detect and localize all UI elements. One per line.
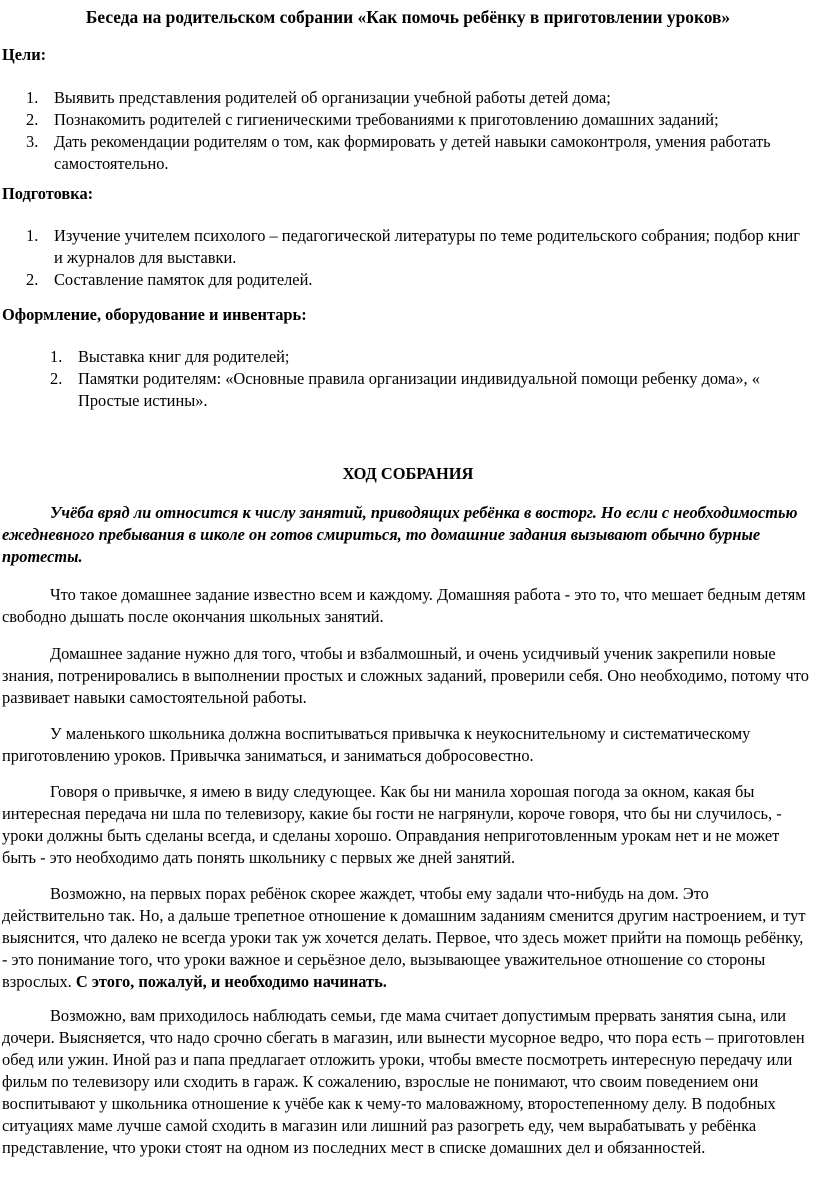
equipment-heading: Оформление, оборудование и инвентарь: [2, 305, 307, 324]
list-number: 1. [50, 347, 63, 366]
list-item-text: Изучение учителем психолого – педагогической литературы по теме родительского собрания; подбор книг и журналов для выставки. [54, 226, 801, 267]
list-number: 1. [26, 226, 39, 245]
preparation-list [26, 225, 812, 291]
list-number: 1. [26, 88, 39, 107]
list-number: 2. [26, 270, 39, 289]
body-paragraph-1: Что такое домашнее задание известно всем и каждому. Домашняя работа - это то, что мешает бедным детям свободно дышать после окончания школьных занятий. [2, 585, 806, 626]
list-number: 2. [26, 110, 39, 129]
body-paragraph-2: Домашнее задание нужно для того, чтобы и взбалмошный, и очень усидчивый ученик закрепили новые знания, потренировались в выполнении простых и сложных заданий, проверили себя. Оно необходимо, потому что развивает навыки самостоятельной работы. [2, 644, 809, 707]
list-item-text: Составление памяток для родителей. [54, 270, 313, 289]
list-item-text: Выставка книг для родителей; [78, 347, 290, 366]
list-item [26, 131, 812, 175]
document-title: Беседа на родительском собрании «Как помочь ребёнку в приготовлении уроков» [85, 7, 731, 27]
body-paragraph-6: Возможно, вам приходилось наблюдать семьи, где мама считает допустимым прервать занятия сына, или дочери. Выясняется, что надо срочно сбегать в магазин, или вынести мусорное ведро, что пора есть – приготовлен обед или ужин. Иной раз и папа предлагает отложить уроки, чтобы вместе посмотреть интересную передачу или фильм по телевизору или сходить в гараж. К сожалению, взрослые не понимают, что своим поведением они воспитывают у школьника отношение к учёбе как к чему-то маловажному, второстепенному делу. В подобных ситуациях маме лучше самой сходить в магазин или лишний раз разогреть еду, чем вырабатывать у ребёнка представление, что уроки стоят на одном из последних мест в списке домашних дел и обязанностей. [2, 1006, 805, 1157]
body-paragraph-3: У маленького школьника должна воспитываться привычка к неукоснительному и систематическому приготовлению уроков. Привычка заниматься, и заниматься добросовестно. [2, 724, 751, 765]
list-item [26, 269, 812, 291]
list-item-text: Дать рекомендации родителям о том, как формировать у детей навыки самоконтроля, умения работать самостоятельно. [54, 132, 771, 173]
list-item-text: Выявить представления родителей об организации учебной работы детей дома; [54, 88, 611, 107]
list-item [26, 225, 812, 269]
list-item [26, 109, 812, 131]
goals-list [26, 87, 812, 175]
list-item [26, 87, 812, 109]
list-number: 2. [50, 369, 63, 388]
epigraph-paragraph: Учёба вряд ли относится к числу занятий, приводящих ребёнка в восторг. Но если с необходимостью ежедневного пребывания в школе он готов смириться, то домашние задания вызывают обычно бурные протесты. [2, 503, 798, 566]
body-paragraph-5-text: Возможно, на первых порах ребёнок скорее жаждет, чтобы ему задали что-нибудь на дом. Это действительно так. Но, а дальше трепетное отношение к домашним заданиям сменится другим настроением, и тут выяснится, что далеко не всегда уроки так уж хочется делать. Первое, что здесь может прийти на помощь ребёнку, - это понимание того, что уроки важное и серьёзное дело, вызывающее уважительное отношение со стороны взрослых. [2, 884, 806, 991]
meeting-progress-heading: ХОД СОБРАНИЯ [342, 464, 474, 483]
list-number: 3. [26, 132, 39, 151]
equipment-list [50, 346, 812, 412]
body-paragraph-5-emphasis: С этого, пожалуй, и необходимо начинать. [75, 972, 387, 991]
body-paragraph-4: Говоря о привычке, я имею в виду следующее. Как бы ни манила хорошая погода за окном, какая бы интересная передача ни шла по телевизору, какие бы гости не нагрянули, короче говоря, что бы ни случилось, - уроки должны быть сделаны всегда, и сделаны хорошо. Оправдания неприготовленным урокам нет и не может быть - это необходимо дать понять школьнику с первых же дней занятий. [2, 782, 782, 867]
body-paragraph-5 [2, 883, 810, 993]
list-item-text: Познакомить родителей с гигиеническими требованиями к приготовлению домашних заданий; [54, 110, 719, 129]
list-item [50, 346, 812, 368]
preparation-heading: Подготовка: [2, 184, 94, 203]
list-item [50, 368, 812, 412]
goals-heading: Цели: [2, 45, 47, 64]
list-item-text: Памятки родителям: «Основные правила организации индивидуальной помощи ребенку дома», « Простые истины». [78, 369, 760, 410]
